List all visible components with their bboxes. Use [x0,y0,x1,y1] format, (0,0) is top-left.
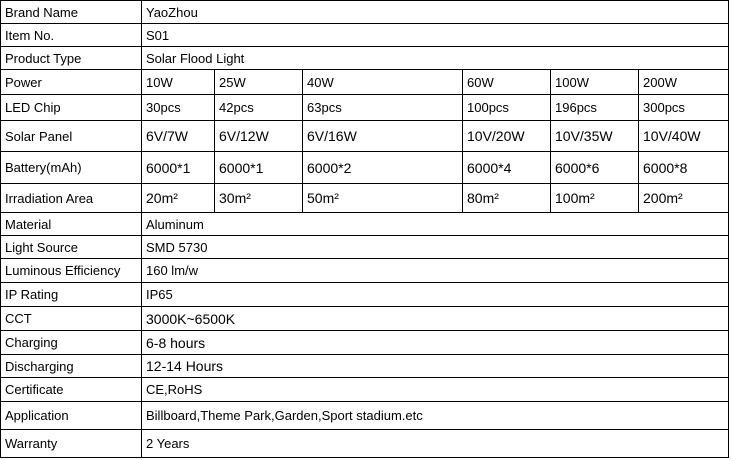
row-charging [1,331,729,355]
power-200w: 200W [639,70,729,95]
battery-label: Battery(mAh) [1,152,142,184]
row-solar-panel [1,121,729,152]
brand-name-value: YaoZhou [142,1,729,24]
power-40w: 40W [303,70,463,95]
warranty-label: Warranty [1,430,142,458]
power-25w: 25W [215,70,303,95]
irradiation-area-value: 100m² [551,184,639,213]
cct-value: 3000K~6500K [142,307,729,331]
battery-value: 6000*4 [463,152,551,184]
charging-label: Charging [1,331,142,355]
solar-panel-value: 6V/12W [215,121,303,152]
battery-value: 6000*1 [142,152,215,184]
led-chip-value: 100pcs [463,95,551,121]
row-certificate [1,378,729,402]
warranty-value: 2 Years [142,430,729,458]
row-ip-rating [1,283,729,307]
led-chip-value: 196pcs [551,95,639,121]
discharging-value: 12-14 Hours [142,355,729,378]
solar-panel-value: 6V/16W [303,121,463,152]
luminous-efficiency-value: 160 lm/w [142,259,729,283]
row-cct [1,307,729,331]
cct-label: CCT [1,307,142,331]
led-chip-label: LED Chip [1,95,142,121]
product-type-label: Product Type [1,47,142,70]
ip-rating-label: IP Rating [1,283,142,307]
item-no-value: S01 [142,24,729,47]
row-brand-name [1,1,729,24]
battery-value: 6000*2 [303,152,463,184]
brand-name-label: Brand Name [1,1,142,24]
light-source-label: Light Source [1,236,142,259]
row-light-source [1,236,729,259]
solar-panel-value: 10V/20W [463,121,551,152]
item-no-label: Item No. [1,24,142,47]
row-application [1,402,729,430]
row-battery [1,152,729,184]
irradiation-area-value: 50m² [303,184,463,213]
ip-rating-value: IP65 [142,283,729,307]
battery-value: 6000*1 [215,152,303,184]
luminous-efficiency-label: Luminous Efficiency [1,259,142,283]
row-irradiation-area [1,184,729,213]
solar-panel-label: Solar Panel [1,121,142,152]
battery-value: 6000*6 [551,152,639,184]
row-material [1,213,729,236]
led-chip-value: 300pcs [639,95,729,121]
row-warranty [1,430,729,458]
material-value: Aluminum [142,213,729,236]
led-chip-value: 30pcs [142,95,215,121]
solar-panel-value: 10V/40W [639,121,729,152]
certificate-label: Certificate [1,378,142,402]
row-product-type [1,47,729,70]
irradiation-area-value: 200m² [639,184,729,213]
irradiation-area-value: 20m² [142,184,215,213]
material-label: Material [1,213,142,236]
power-10w: 10W [142,70,215,95]
power-100w: 100W [551,70,639,95]
row-luminous-efficiency [1,259,729,283]
power-label: Power [1,70,142,95]
product-type-value: Solar Flood Light [142,47,729,70]
row-power [1,70,729,95]
irradiation-area-value: 30m² [215,184,303,213]
row-discharging [1,355,729,378]
irradiation-area-value: 80m² [463,184,551,213]
charging-value: 6-8 hours [142,331,729,355]
row-item-no [1,24,729,47]
application-label: Application [1,402,142,430]
light-source-value: SMD 5730 [142,236,729,259]
battery-value: 6000*8 [639,152,729,184]
application-value: Billboard,Theme Park,Garden,Sport stadium.etc [142,402,729,430]
led-chip-value: 63pcs [303,95,463,121]
irradiation-area-label: Irradiation Area [1,184,142,213]
row-led-chip [1,95,729,121]
solar-panel-value: 6V/7W [142,121,215,152]
led-chip-value: 42pcs [215,95,303,121]
discharging-label: Discharging [1,355,142,378]
certificate-value: CE,RoHS [142,378,729,402]
power-60w: 60W [463,70,551,95]
solar-panel-value: 10V/35W [551,121,639,152]
